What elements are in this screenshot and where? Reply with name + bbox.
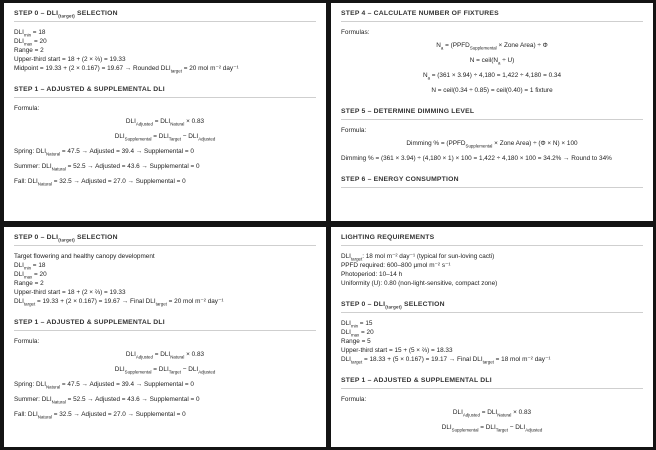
text-line: Summer: $DLI_{Natural} = 52.5$ → Adjusted = 43.6 → Supplemental = 0 bbox=[14, 396, 200, 405]
text-line: $DLI_{min} = 18$ bbox=[14, 29, 46, 38]
section-heading: STEP 6 – ENERGY CONSUMPTION bbox=[341, 175, 643, 188]
document-panel-top-left bbox=[4, 3, 326, 221]
text-line: Fall: $DLI_{Natural} = 32.5$ → Adjusted = 27.0 → Supplemental = 0 bbox=[14, 178, 186, 187]
text-line: $DLI_{min} = 18$ bbox=[14, 262, 46, 271]
formula-line: $DLI_{Supplemental} = DLI_{Target} - DLI_{Adjusted}$ bbox=[114, 133, 216, 142]
text-line: $DLI_{target}$: 18 mol m⁻² day⁻¹ (typical for sun-loving cacti) bbox=[341, 253, 495, 262]
document-panel-top-right bbox=[331, 3, 653, 221]
section-heading: STEP $0 - DLI_{(target)}$ SELECTION bbox=[341, 300, 643, 313]
formula-line: N = ceil(0.34 ÷ 0.85) = ceil(0.40) = 1 fixture bbox=[431, 87, 553, 94]
formula-line: $DLI_{Adjusted} = DLI_{Natural} \times 0.83$ bbox=[452, 409, 532, 418]
section-heading: STEP 1 – ADJUSTED & SUPPLEMENTAL DLI bbox=[341, 376, 643, 389]
formula-line: $N_a$ = ($PPFD_{Supplemental}$ × Zone Area) ÷ Φ bbox=[436, 42, 548, 51]
text-line: Upper-third start = 18 + (2 × ⅔) = 19.33 bbox=[14, 56, 126, 63]
text-line: Dimming % = (361 × 3.94) ÷ (4,180 × 1) × 100 = 1,422 ÷ 4,180 × 100 = 34.2% → Round to 34% bbox=[341, 155, 612, 162]
formula-label: Formulas: bbox=[341, 29, 370, 36]
text-line: Range = 2 bbox=[14, 280, 44, 287]
text-line: $DLI_{max} = 20$ bbox=[14, 271, 47, 280]
formula-label: Formula: bbox=[341, 127, 367, 134]
section-heading: LIGHTING REQUIREMENTS bbox=[341, 233, 643, 246]
text-line: Upper-third start = 18 + (2 × ⅔) = 19.33 bbox=[14, 289, 126, 296]
section-heading: STEP 4 – CALCULATE NUMBER OF FIXTURES bbox=[341, 9, 643, 22]
formula-line: $DLI_{Supplemental} = DLI_{Target} - DLI_{Adjusted}$ bbox=[441, 424, 543, 433]
section-heading: STEP 5 – DETERMINE DIMMING LEVEL bbox=[341, 107, 643, 120]
text-line: $DLI_{min} = 15$ bbox=[341, 320, 373, 329]
text-line: Spring: $DLI_{Natural} = 47.5$ → Adjusted = 39.4 → Supplemental = 0 bbox=[14, 381, 194, 390]
formula-line: $N = ceil(N_a \div U)$ bbox=[469, 57, 515, 66]
text-line: $DLI_{max} = 20$ bbox=[341, 329, 374, 338]
section-heading: STEP $0 - DLI_{(target)}$ SELECTION bbox=[14, 9, 316, 22]
formula-label: Formula: bbox=[341, 396, 367, 403]
text-line: Upper-third start = 15 + (5 × ⅔) = 18.33 bbox=[341, 347, 453, 354]
text-line: PPFD required: 600–800 µmol m⁻² s⁻¹ bbox=[341, 262, 451, 269]
text-line: $DLI_{target} = 18.33 + (5 \times 0.167) = 19.17$ → Final $DLI_{target} = 18$ mol m⁻² day⁻¹ bbox=[341, 356, 551, 365]
text-line: Target flowering and healthy canopy development bbox=[14, 253, 155, 260]
formula-line: $DLI_{Supplemental} = DLI_{Target} - DLI_{Adjusted}$ bbox=[114, 366, 216, 375]
text-line: Photoperiod: 10–14 h bbox=[341, 271, 403, 278]
formula-label: Formula: bbox=[14, 338, 40, 345]
formula-label: Formula: bbox=[14, 105, 40, 112]
text-line: $DLI_{max} = 20$ bbox=[14, 38, 47, 47]
text-line: Range = 5 bbox=[341, 338, 371, 345]
section-heading: STEP $0 - DLI_{(target)}$ SELECTION bbox=[14, 233, 316, 246]
text-line: Fall: $DLI_{Natural} = 32.5$ → Adjusted = 27.0 → Supplemental = 0 bbox=[14, 411, 186, 420]
document-panel-bottom-right bbox=[331, 227, 653, 447]
section-heading: STEP 1 – ADJUSTED & SUPPLEMENTAL DLI bbox=[14, 318, 316, 331]
text-line: Summer: $DLI_{Natural} = 52.5$ → Adjusted = 43.6 → Supplemental = 0 bbox=[14, 163, 200, 172]
formula-line: $DLI_{Adjusted} = DLI_{Natural} \times 0.83$ bbox=[125, 118, 205, 127]
formula-line: $N_a = (361 \times 3.94) \div 4,180 = 1,422 \div 4,180 = 0.34$ bbox=[422, 72, 562, 81]
text-line: Midpoint = 19.33 + (2 × 0.167) = 19.67 → Rounded $DLI_{target} = 20$ mol m⁻² day⁻¹ bbox=[14, 65, 239, 74]
formula-line: Dimming % = ($PPFD_{Supplemental}$ × Zone Area) ÷ (Φ × N) × 100 bbox=[406, 140, 578, 149]
text-line: $DLI_{target} = 19.33 + (2 \times 0.167) = 19.67$ → Final $DLI_{target} = 20$ mol m⁻² day⁻¹ bbox=[14, 298, 224, 307]
text-line: Spring: $DLI_{Natural} = 47.5$ → Adjusted = 39.4 → Supplemental = 0 bbox=[14, 148, 194, 157]
section-heading: STEP 1 – ADJUSTED & SUPPLEMENTAL DLI bbox=[14, 85, 316, 98]
document-panel-bottom-left bbox=[4, 227, 326, 447]
formula-line: $DLI_{Adjusted} = DLI_{Natural} \times 0.83$ bbox=[125, 351, 205, 360]
text-line: Uniformity (U): 0.80 (non-light-sensitive, compact zone) bbox=[341, 280, 498, 287]
text-line: Range = 2 bbox=[14, 47, 44, 54]
